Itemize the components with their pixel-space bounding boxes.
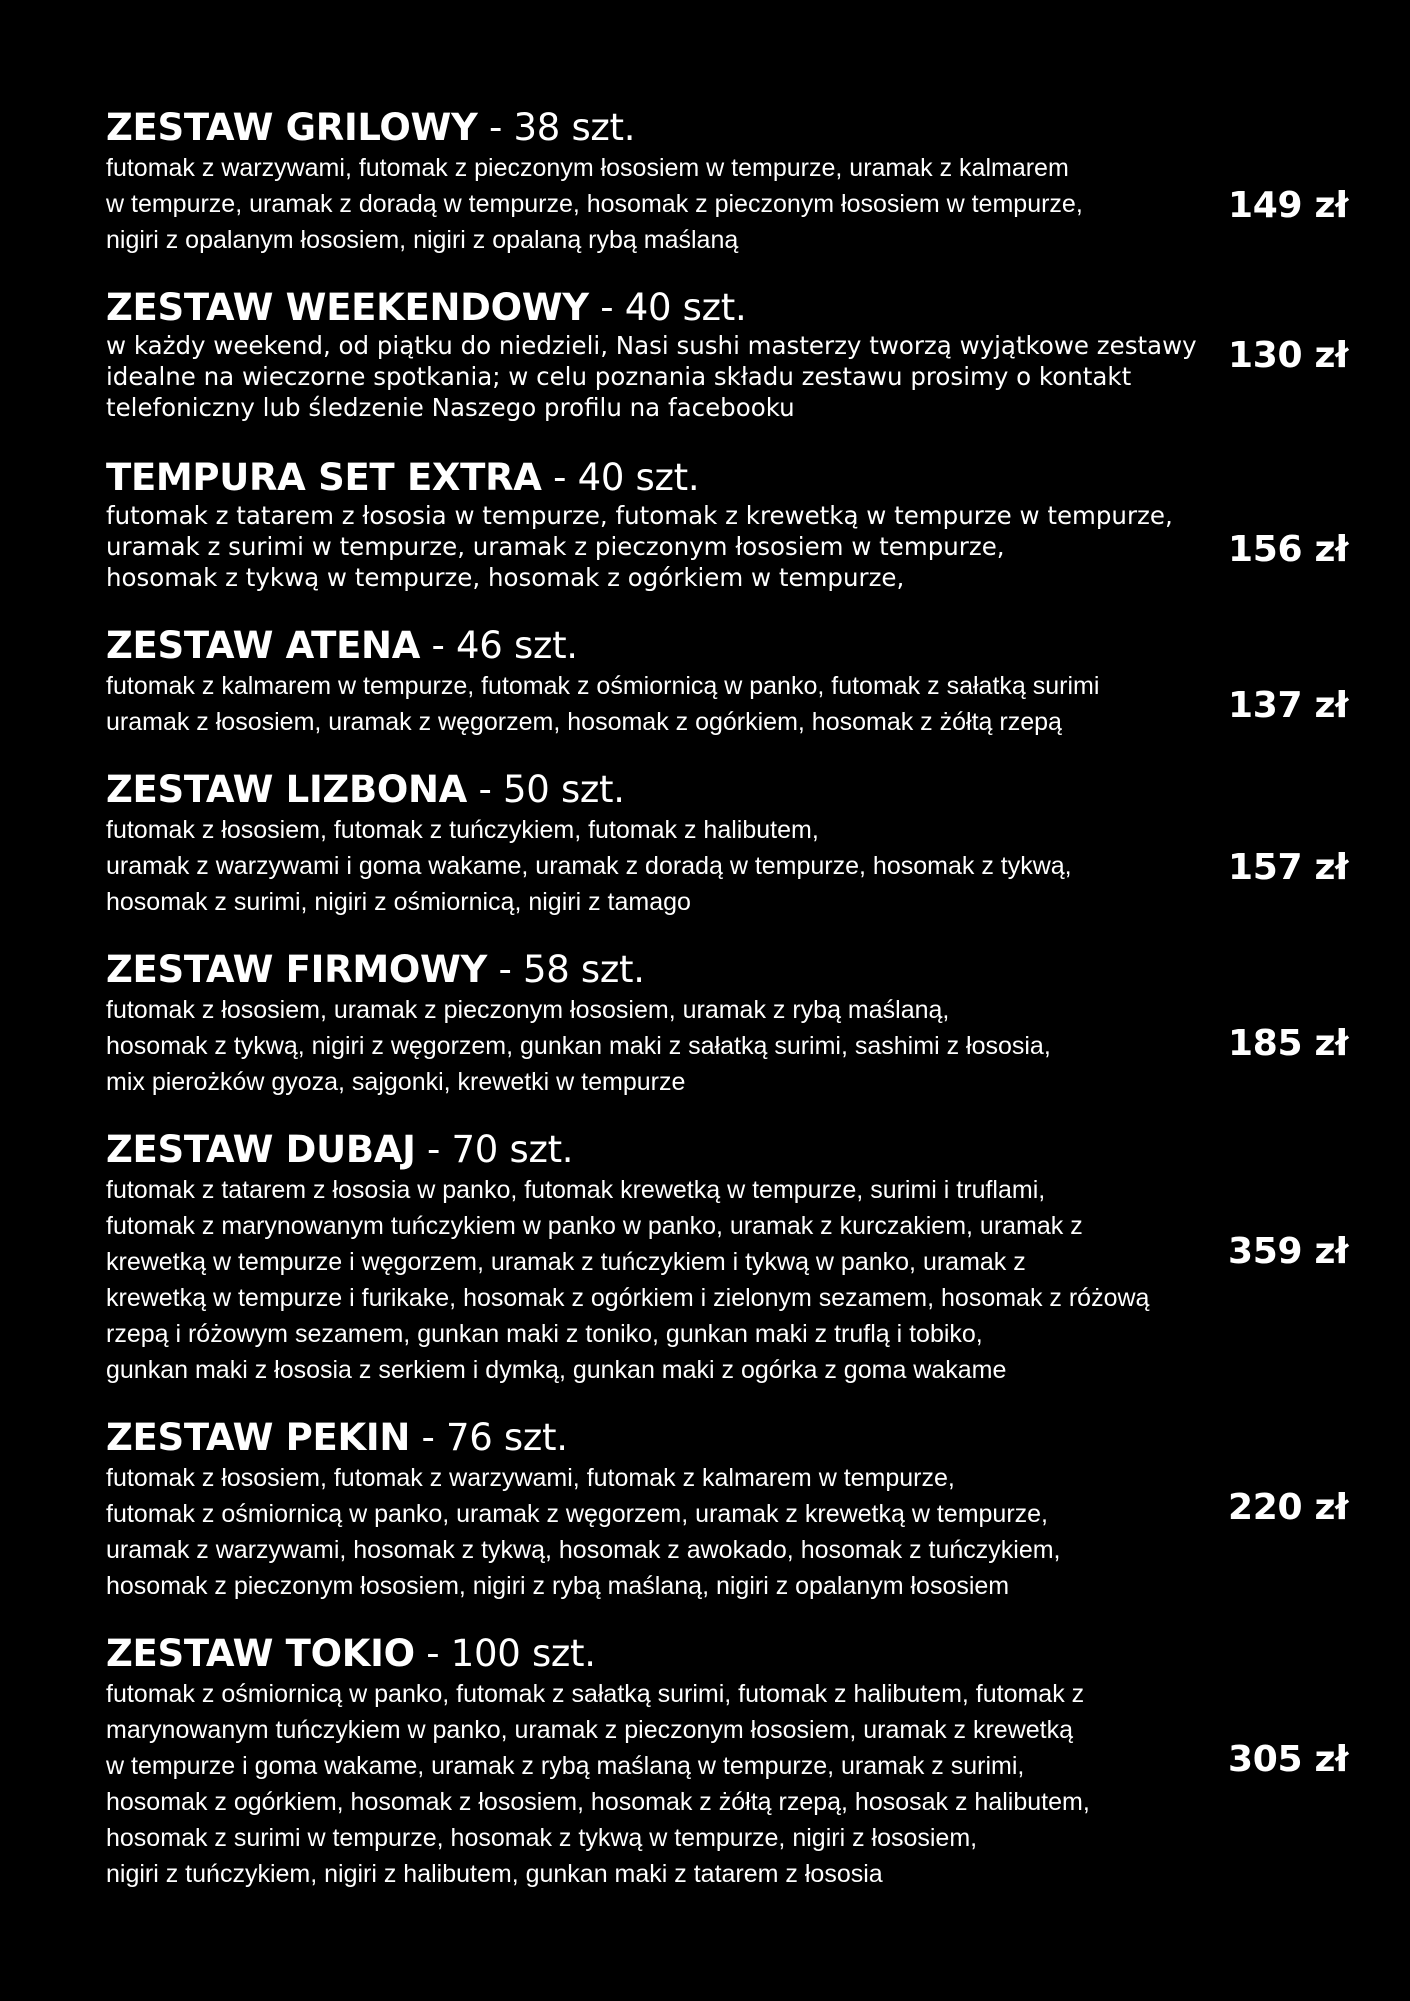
item-count: 76 szt. [445,1416,568,1459]
item-price: 157 zł [1228,847,1349,888]
item-description [106,500,1246,593]
menu-item-pekin [106,1416,1356,1604]
item-price: 359 zł [1228,1231,1349,1272]
description-line: telefoniczny lub śledzenie Naszego profilu na facebooku [106,393,795,422]
menu-item-firmowy [106,948,1356,1100]
description-line: marynowanym tuńczykiem w panko, uramak z pieczonym łososiem, uramak z krewetką [106,1716,1074,1744]
description-line: uramak z warzywami, hosomak z tykwą, hosomak z awokado, hosomak z tuńczykiem, [106,1536,1061,1564]
item-name: ZESTAW FIRMOWY [106,948,487,991]
description-line: futomak z łososiem, futomak z warzywami, futomak z kalmarem w tempurze, [106,1464,955,1492]
item-description [106,1460,1246,1604]
menu-item-tokio [106,1632,1356,1892]
description-line: futomak z ośmiornicą w panko, futomak z sałatką surimi, futomak z halibutem, futomak z [106,1680,1085,1708]
description-line: krewetką w tempurze i węgorzem, uramak z tuńczykiem i tykwą w panko, uramak z [106,1248,1026,1276]
item-count: 58 szt. [522,948,645,991]
description-line: w tempurze, uramak z doradą w tempurze, hosomak z pieczonym łososiem w tempurze, [106,190,1083,218]
description-line: futomak z marynowanym tuńczykiem w panko w panko, uramak z kurczakiem, uramak z [106,1212,1083,1240]
item-name: TEMPURA SET EXTRA [106,456,542,499]
item-title: ZESTAW LIZBONA - 50 szt. [106,768,625,811]
menu-item-dubaj [106,1128,1356,1388]
description-line: gunkan maki z łososia z serkiem i dymką, gunkan maki z ogórka z goma wakame [106,1356,1007,1384]
description-line: nigiri z tuńczykiem, nigiri z halibutem, gunkan maki z tatarem z łososia [106,1860,883,1888]
description-line: futomak z łososiem, futomak z tuńczykiem, futomak z halibutem, [106,816,819,844]
description-line: rzepą i różowym sezamem, gunkan maki z toniko, gunkan maki z truflą i tobiko, [106,1320,983,1348]
item-count: 50 szt. [503,768,625,811]
item-price: 185 zł [1228,1023,1349,1064]
item-title: ZESTAW WEEKENDOWY - 40 szt. [106,286,747,329]
description-line: idealne na wieczorne spotkania; w celu poznania składu zestawu prosimy o kontakt [106,362,1132,391]
description-line: w tempurze i goma wakame, uramak z rybą maślaną w tempurze, uramak z surimi, [106,1752,1025,1780]
item-title: ZESTAW FIRMOWY - 58 szt. [106,948,645,991]
item-count: 40 szt. [624,286,747,329]
description-line: w każdy weekend, od piątku do niedzieli, Nasi sushi masterzy tworzą wyjątkowe zestawy [106,331,1197,360]
description-line: hosomak z ogórkiem, hosomak z łososiem, hosomak z żółtą rzepą, hososak z halibutem, [106,1788,1090,1816]
item-description [106,1172,1246,1388]
item-count: 38 szt. [513,106,636,149]
item-title: TEMPURA SET EXTRA - 40 szt. [106,456,700,499]
item-description [106,992,1246,1100]
description-line: futomak z warzywami, futomak z pieczonym łososiem w tempurze, uramak z kalmarem [106,154,1069,182]
item-description [106,330,1246,423]
item-price: 220 zł [1228,1487,1349,1528]
description-line: uramak z łososiem, uramak z węgorzem, hosomak z ogórkiem, hosomak z żółtą rzepą [106,708,1062,736]
item-name: ZESTAW PEKIN [106,1416,410,1459]
item-title: ZESTAW TOKIO - 100 szt. [106,1632,596,1675]
description-line: futomak z tatarem z łososia w panko, futomak krewetką w tempurze, surimi i truflami, [106,1176,1046,1204]
menu-item-weekendowy [106,286,1356,423]
item-count: 46 szt. [456,624,578,667]
description-line: futomak z kalmarem w tempurze, futomak z ośmiornicą w panko, futomak z sałatką surimi [106,672,1100,700]
item-name: ZESTAW DUBAJ [106,1128,416,1171]
item-count: 40 szt. [577,456,700,499]
item-price: 305 zł [1228,1739,1349,1780]
description-line: hosomak z surimi, nigiri z ośmiornicą, nigiri z tamago [106,888,691,916]
menu-item-atena [106,624,1356,740]
item-description [106,1676,1246,1892]
item-title: ZESTAW GRILOWY - 38 szt. [106,106,636,149]
item-name: ZESTAW WEEKENDOWY [106,286,589,329]
menu-item-grilowy [106,106,1356,258]
item-title: ZESTAW DUBAJ - 70 szt. [106,1128,574,1171]
description-line: hosomak z pieczonym łososiem, nigiri z rybą maślaną, nigiri z opalanym łososiem [106,1572,1010,1600]
description-line: nigiri z opalanym łososiem, nigiri z opalaną rybą maślaną [106,226,739,254]
description-line: futomak z ośmiornicą w panko, uramak z węgorzem, uramak z krewetką w tempurze, [106,1500,1049,1528]
description-line: futomak z tatarem z łososia w tempurze, futomak z krewetką w tempurze w tempurze, [106,501,1173,530]
item-description [106,150,1246,258]
item-price: 130 zł [1228,335,1349,376]
description-line: uramak z warzywami i goma wakame, uramak z doradą w tempurze, hosomak z tykwą, [106,852,1072,880]
menu-item-lizbona [106,768,1356,920]
menu-item-tempura-set-extra [106,456,1356,593]
item-count: 100 szt. [450,1632,596,1675]
item-title: ZESTAW ATENA - 46 szt. [106,624,578,667]
item-name: ZESTAW TOKIO [106,1632,415,1675]
item-name: ZESTAW ATENA [106,624,421,667]
item-count: 70 szt. [451,1128,574,1171]
item-name: ZESTAW GRILOWY [106,106,478,149]
description-line: hosomak z tykwą, nigiri z węgorzem, gunkan maki z sałatką surimi, sashimi z łososia, [106,1032,1051,1060]
item-price: 156 zł [1228,529,1349,570]
item-price: 137 zł [1228,685,1349,726]
description-line: mix pierożków gyoza, sajgonki, krewetki w tempurze [106,1068,686,1096]
description-line: uramak z surimi w tempurze, uramak z pieczonym łososiem w tempurze, [106,532,1005,561]
description-line: krewetką w tempurze i furikake, hosomak z ogórkiem i zielonym sezamem, hosomak z różową [106,1284,1150,1312]
item-description [106,812,1246,920]
item-price: 149 zł [1228,185,1349,226]
description-line: hosomak z tykwą w tempurze, hosomak z ogórkiem w tempurze, [106,563,905,592]
description-line: hosomak z surimi w tempurze, hosomak z tykwą w tempurze, nigiri z łososiem, [106,1824,978,1852]
item-description [106,668,1246,740]
item-title: ZESTAW PEKIN - 76 szt. [106,1416,568,1459]
item-name: ZESTAW LIZBONA [106,768,468,811]
description-line: futomak z łososiem, uramak z pieczonym łososiem, uramak z rybą maślaną, [106,996,950,1024]
